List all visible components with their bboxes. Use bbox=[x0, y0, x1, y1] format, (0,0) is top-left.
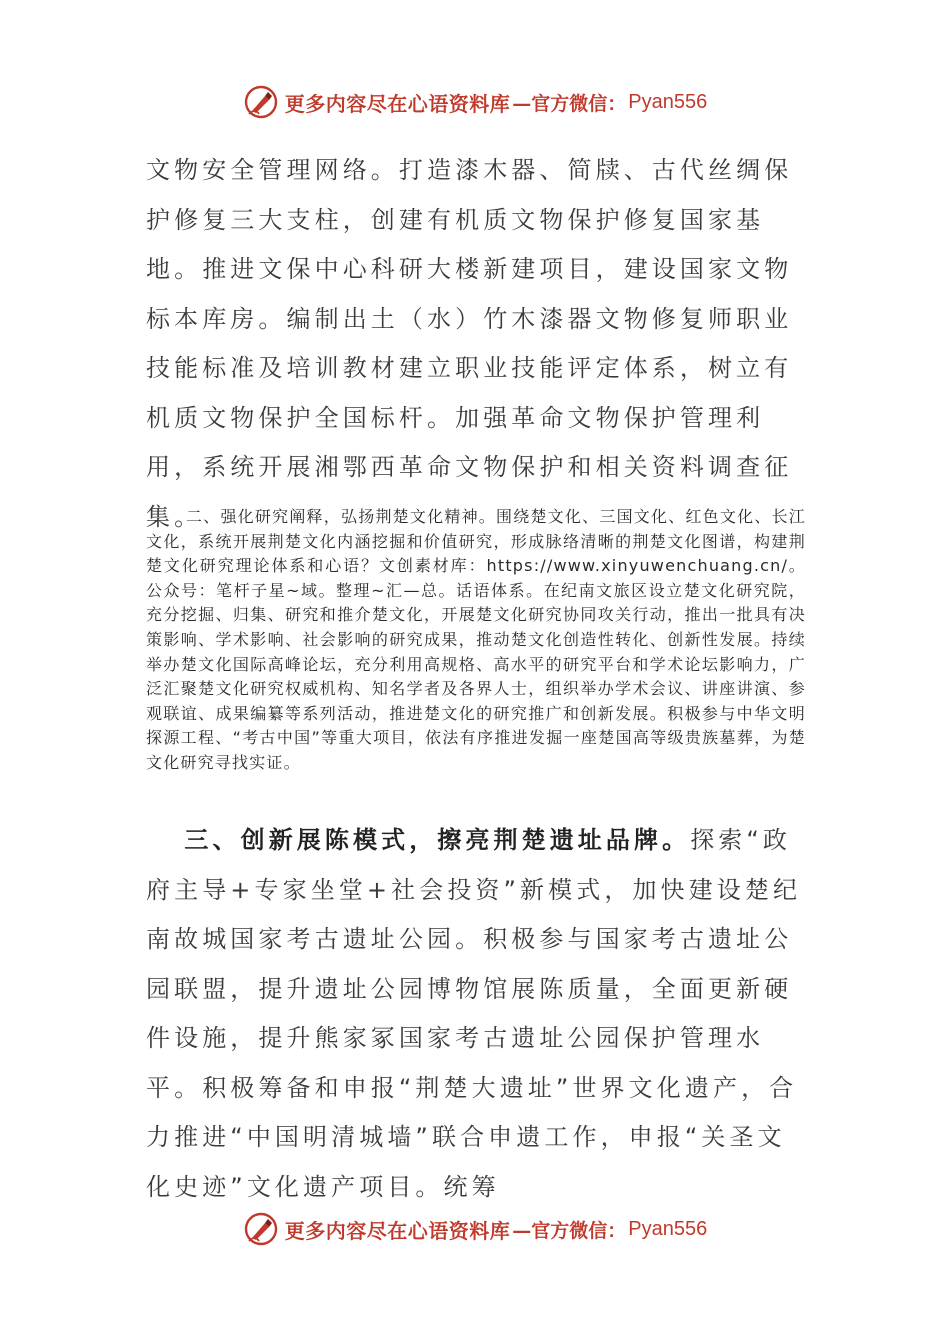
section-three-heading: 三、创新展陈模式，擦亮荆楚遗址品牌。 bbox=[184, 826, 691, 854]
brand-text: 更多内容尽在心语资料库 bbox=[284, 91, 511, 116]
header-banner bbox=[0, 82, 950, 122]
section-three-paragraph bbox=[146, 816, 806, 1212]
official-label: —官方微信： bbox=[512, 1219, 627, 1242]
section-one-paragraph: 文物安全管理网络。打造漆木器、简牍、古代丝绸保护修复三大支柱，创建有机质文物保护修复国家基地。推进文保中心科研大楼新建项目，建设国家文物标本库房。编制出土（水）竹木漆器文物修复师职业技能标准及培训教材建立职业技能评定体系，树立有机质文物保护全国标杆。加强革命文物保护管理利用，系统开展湘鄂西革命文物保护和相关资料调查征集。 bbox=[146, 156, 793, 531]
section-two bbox=[146, 505, 806, 776]
section-three-body: 探索“政府主导+专家坐堂+社会投资”新模式，加快建设楚纪南故城国家考古遗址公园。积极参与国家考古遗址公园联盟，提升遗址公园博物馆展陈质量，全面更新硬件设施，提升熊家冢国家考古遗址公园保护管理水平。积极筹备和申报“荆楚大遗址”世界文化遗产，合力推进“中国明清城墙”联合申遗工作，申报“关圣文化史迹”文化遗产项目。统筹 bbox=[146, 826, 802, 1201]
wechat-id: Pyan556 bbox=[628, 1217, 708, 1240]
pen-nib-circle-icon bbox=[243, 1211, 279, 1247]
footer-banner bbox=[0, 1209, 950, 1249]
pen-nib-circle-icon bbox=[243, 84, 279, 120]
section-three bbox=[146, 816, 806, 1212]
wechat-id: Pyan556 bbox=[628, 90, 708, 113]
brand-text: 更多内容尽在心语资料库 bbox=[284, 1218, 511, 1243]
official-label: —官方微信： bbox=[512, 92, 627, 115]
section-two-paragraph: 二、强化研究阐释，弘扬荆楚文化精神。围绕楚文化、三国文化、红色文化、长江文化，系统开展荆楚文化内涵挖掘和价值研究，形成脉络清晰的荆楚文化图谱，构建荆楚文化研究理论体系和心语？文创素材库：https://www.xinyuwenchuang.cn/。公众号：笔杆子星~域。整理~汇—总。话语体系。在纪南文旅区设立楚文化研究院，充分挖掘、归集、研究和推介楚文化，开展楚文化研究协同攻关行动，推出一批具有决策影响、学术影响、社会影响的研究成果，推动楚文化创造性转化、创新性发展。持续举办楚文化国际高峰论坛，充分利用高规格、高水平的研究平台和学术论坛影响力，广泛汇聚楚文化研究权威机构、知名学者及各界人士，组织举办学术会议、讲座讲演、参观联谊、成果编纂等系列活动，推进楚文化的研究推广和创新发展。积极参与中华文明探源工程、“考古中国”等重大项目，依法有序推进发掘一座楚国高等级贵族墓葬，为楚文化研究寻找实证。 bbox=[146, 507, 806, 772]
section-one bbox=[146, 146, 806, 542]
